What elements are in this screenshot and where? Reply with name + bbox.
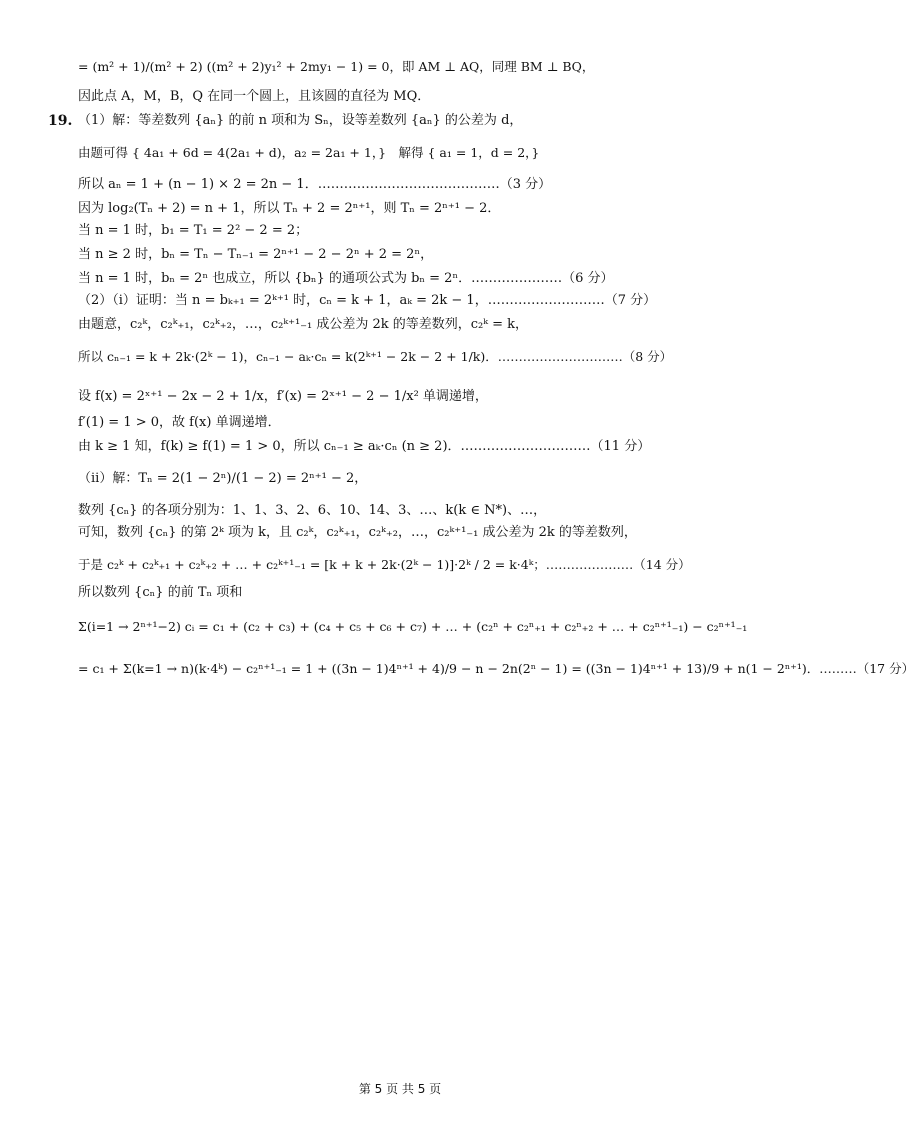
solution-line-9: 当 n = 1 时，bₙ = 2ⁿ 也成立，所以 {bₙ} 的通项公式为 bₙ = 2ⁿ．…………………（6 分） xyxy=(78,271,614,286)
solution-line-15: 由 k ≥ 1 知，f(k) ≥ f(1) = 1 > 0，所以 cₙ₋₁ ≥ aₖ·cₙ (n ≥ 2)．…………………………（11 分） xyxy=(78,439,651,454)
solution-line-21: Σ(i=1 → 2ⁿ⁺¹−2) cᵢ = c₁ + (c₂ + c₃) + (c₄ + c₅ + c₆ + c₇) + … + (c₂ⁿ + c₂ⁿ₊₁ + c₂ⁿ₊₂ + … + c₂ⁿ⁺¹₋₁) − c₂ⁿ⁺¹₋₁ xyxy=(78,619,748,634)
solution-line-20: 所以数列 {cₙ} 的前 Tₙ 项和 xyxy=(78,585,243,600)
solution-line-10: （2）（i）证明：当 n = bₖ₊₁ = 2ᵏ⁺¹ 时，cₙ = k + 1，aₖ = 2k − 1，………………………（7 分） xyxy=(78,293,657,308)
solution-line-3: （1）解：等差数列 {aₙ} 的前 n 项和为 Sₙ，设等差数列 {aₙ} 的公差为 d， xyxy=(78,113,523,128)
solution-line-16: （ii）解：Tₙ = 2(1 − 2ⁿ)/(1 − 2) = 2ⁿ⁺¹ − 2， xyxy=(78,471,368,486)
solution-line-2: 因此点 A，M，B，Q 在同一个圆上，且该圆的直径为 MQ． xyxy=(78,89,431,104)
solution-line-8: 当 n ≥ 2 时，bₙ = Tₙ − Tₙ₋₁ = 2ⁿ⁺¹ − 2 − 2ⁿ + 2 = 2ⁿ， xyxy=(78,247,434,262)
solution-line-18: 可知，数列 {cₙ} 的第 2ᵏ 项为 k，且 c₂ᵏ，c₂ᵏ₊₁，c₂ᵏ₊₂，…，c₂ᵏ⁺¹₋₁ 成公差为 2k 的等差数列， xyxy=(78,525,637,540)
solution-line-6: 因为 log₂(Tₙ + 2) = n + 1，所以 Tₙ + 2 = 2ⁿ⁺¹，则 Tₙ = 2ⁿ⁺¹ − 2． xyxy=(78,201,501,216)
solution-line-14: f′(1) = 1 > 0，故 f(x) 单调递增． xyxy=(78,415,281,430)
solution-line-4: 由题可得 { 4a₁ + 6d = 4(2a₁ + d)，a₂ = 2a₁ + 1，} 解得 { a₁ = 1，d = 2，} xyxy=(78,145,540,160)
solution-line-5: 所以 aₙ = 1 + (n − 1) × 2 = 2n − 1．……………………………………（3 分） xyxy=(78,177,552,192)
solution-line-22: = c₁ + Σ(k=1 → n)(k·4ᵏ) − c₂ⁿ⁺¹₋₁ = 1 + ((3n − 1)4ⁿ⁺¹ + 4)/9 − n − 2n(2ⁿ − 1) = ((3n − 1)4ⁿ⁺¹ + 13)/9 + n(1 − 2ⁿ⁺¹)．………（17 分） xyxy=(78,661,914,676)
solution-line-19: 于是 c₂ᵏ + c₂ᵏ₊₁ + c₂ᵏ₊₂ + … + c₂ᵏ⁺¹₋₁ = [k + k + 2k·(2ᵏ − 1)]·2ᵏ / 2 = k·4ᵏ；…………………（14 分） xyxy=(78,557,691,572)
solution-line-13: 设 f(x) = 2ˣ⁺¹ − 2x − 2 + 1/x，f′(x) = 2ˣ⁺¹ − 2 − 1/x² 单调递增， xyxy=(78,389,488,404)
solution-line-7: 当 n = 1 时，b₁ = T₁ = 2² − 2 = 2； xyxy=(78,223,309,238)
solution-line-1: = (m² + 1)/(m² + 2) ((m² + 2)y₁² + 2my₁ − 1) = 0，即 AM ⊥ AQ，同理 BM ⊥ BQ， xyxy=(78,59,595,74)
solution-line-12: 所以 cₙ₋₁ = k + 2k·(2ᵏ − 1)，cₙ₋₁ − aₖ·cₙ = k(2ᵏ⁺¹ − 2k − 2 + 1/k)．…………………………（8 分） xyxy=(78,349,673,364)
page-footer: 第 5 页 共 5 页 xyxy=(358,1082,442,1096)
solution-line-11: 由题意，c₂ᵏ，c₂ᵏ₊₁，c₂ᵏ₊₂，…，c₂ᵏ⁺¹₋₁ 成公差为 2k 的等差数列，c₂ᵏ = k， xyxy=(78,317,529,332)
problem-number: 19. xyxy=(48,113,73,129)
solution-line-17: 数列 {cₙ} 的各项分别为：1、1、3、2、6、10、14、3、…、k(k ∈ N*)、…， xyxy=(78,503,547,518)
